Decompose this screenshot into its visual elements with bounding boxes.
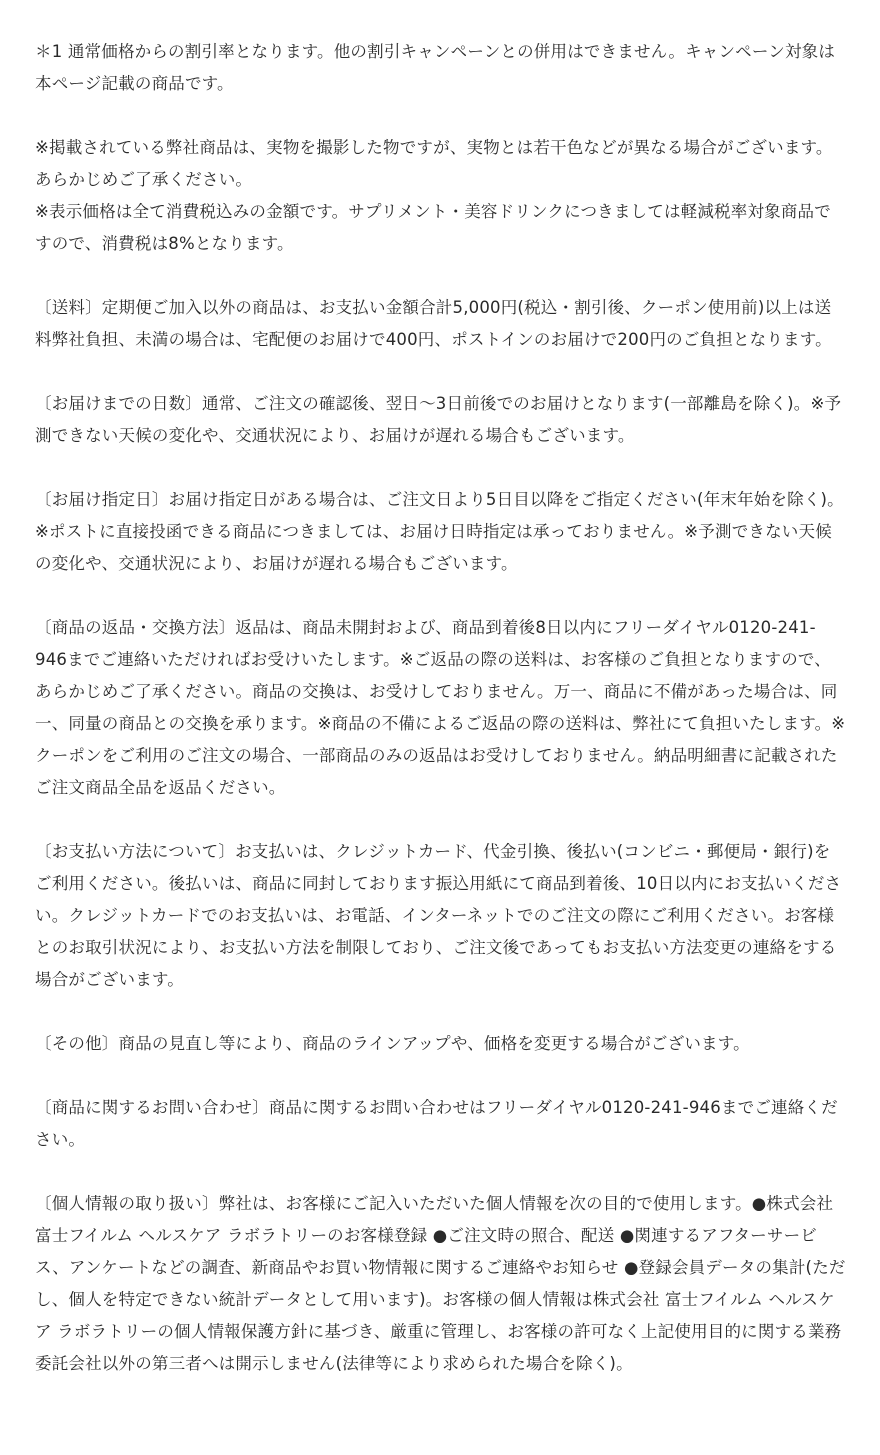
payment-block <box>35 836 847 996</box>
delivery-days-note: 〔お届けまでの日数〕通常、ご注文の確認後、翌日〜3日前後でのお届けとなります(一部離島を除く)。※予測できない天候の変化や、交通状況により、お届けが遅れる場合もございます。 <box>35 394 842 445</box>
discount-note: ＊1 通常価格からの割引率となります。他の割引キャンペーンとの併用はできません。キャンペーン対象は本ページ記載の商品です。 <box>35 42 836 93</box>
discount-note-block <box>35 36 847 100</box>
returns-block <box>35 612 847 804</box>
shipping-block <box>35 292 847 356</box>
inquiry-block <box>35 1092 847 1156</box>
privacy-note: 〔個人情報の取り扱い〕弊社は、お客様にご記入いただいた個人情報を次の目的で使用します。●株式会社 富士フイルム ヘルスケア ラボラトリーのお客様登録 ●ご注文時の照合、配送 ●関連するアフターサービス、アンケートなどの調査、新商品やお買い物情報に関するご連絡やお知らせ ●登録会員データの集計(ただし、個人を特定できない統計データとして用います)。お客様の個人情報は株式会社 富士フイルム ヘルスケア ラボラトリーの個人情報保護方針に基づき、厳重に管理し、お客様の許可なく上記使用目的に関する業務委託会社以外の第三者へは開示しません(法律等により求められた場合を除く)。 <box>35 1194 846 1373</box>
privacy-block <box>35 1188 847 1380</box>
photo-note: ※掲載されている弊社商品は、実物を撮影した物ですが、実物とは若干色などが異なる場合がございます。あらかじめご了承ください。 <box>35 138 833 189</box>
delivery-date-block <box>35 484 847 580</box>
other-note: 〔その他〕商品の見直し等により、商品のラインアップや、価格を変更する場合がございます。 <box>35 1034 750 1053</box>
product-notes-block <box>35 132 847 260</box>
other-block <box>35 1028 847 1060</box>
shipping-note: 〔送料〕定期便ご加入以外の商品は、お支払い金額合計5,000円(税込・割引後、クーポン使用前)以上は送料弊社負担、未満の場合は、宅配便のお届けで400円、ポストインのお届けで200円のご負担となります。 <box>35 298 832 349</box>
delivery-date-note: 〔お届け指定日〕お届け指定日がある場合は、ご注文日より5日目以降をご指定ください(年末年始を除く)。※ポストに直接投函できる商品につきましては、お届け日時指定は承っておりません。※予測できない天候の変化や、交通状況により、お届けが遅れる場合もございます。 <box>35 490 844 573</box>
inquiry-note: 〔商品に関するお問い合わせ〕商品に関するお問い合わせはフリーダイヤル0120-241-946までご連絡ください。 <box>35 1098 838 1149</box>
delivery-days-block <box>35 388 847 452</box>
returns-note: 〔商品の返品・交換方法〕返品は、商品未開封および、商品到着後8日以内にフリーダイヤル0120-241-946までご連絡いただければお受けいたします。※ご返品の際の送料は、お客様のご負担となりますので、あらかじめご了承ください。商品の交換は、お受けしておりません。万一、商品に不備があった場合は、同一、同量の商品との交換を承ります。※商品の不備によるご返品の際の送料は、弊社にて負担いたします。※クーポンをご利用のご注文の場合、一部商品のみの返品はお受けしておりません。納品明細書に記載されたご注文商品全品を返品ください。 <box>35 618 846 797</box>
tax-note: ※表示価格は全て消費税込みの金額です。サプリメント・美容ドリンクにつきましては軽減税率対象商品ですので、消費税は8%となります。 <box>35 202 831 253</box>
payment-note: 〔お支払い方法について〕お支払いは、クレジットカード、代金引換、後払い(コンビニ・郵便局・銀行)をご利用ください。後払いは、商品に同封しております振込用紙にて商品到着後、10日以内にお支払いください。クレジットカードでのお支払いは、お電話、インターネットでのご注文の際にご利用ください。お客様とのお取引状況により、お支払い方法を制限しており、ご注文後であってもお支払い方法変更の連絡をする場合がございます。 <box>35 842 842 989</box>
legal-notes <box>35 36 847 1380</box>
